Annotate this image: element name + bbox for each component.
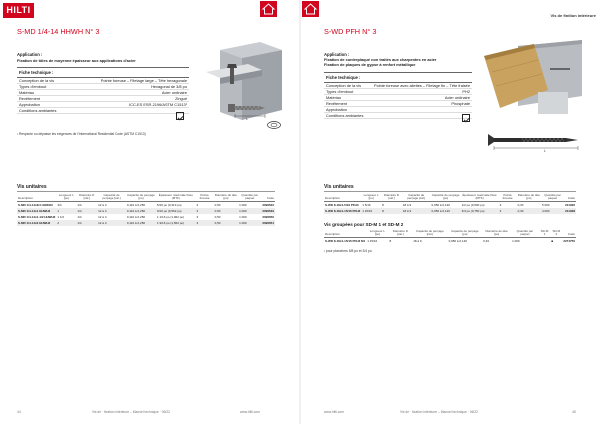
footer-title: Vis de · fixation intérieure – Manuel technique · 06/22: [400, 410, 479, 414]
product-title: S-WD PFH N° 3: [324, 27, 377, 36]
spec-row: Approbation ICC-ES ESR-2196/ASTM C1513¹: [19, 101, 187, 107]
product-table: Description Longueur L [po] Diamètre D [cal.] Capacité de perçage [cal.] Capacité de perçage [po] Épaisseur maximale fixée (MTF) Pointe foreuse Diamètre de tête [po] Quantité par paquet Code S-MD 1/4-14x3/4 HHWH3 3/4 1/4 12 à 4 0,110 à 0,250 5/16 po (0,313 po) 3 0,50 1 000 2096640 S-MD 1/4-14x1 HHWH3 1 1/4 12 à 4 0,110 à 0,250 9/16 po (0,562 po) 3 0,50 1 000 2096649 S-MD 1/4-14x1-1/2 HHWH3 1 1/2 1/4 12 à 4 0,110 à 0,250 1 1/16 po (1,062 po) 3 0,50 1 000 2096650 S-MD 1/4-14x2 HHWH3 2 1/4 12 à 4 0,110 à 0,250 1 9/16 po (1,562 po) 3 0,50 1 000 2096651: [18, 192, 274, 225]
vis-unitaires-title: Vis unitaires: [324, 184, 354, 190]
footer-url[interactable]: www.hilti.com: [324, 410, 344, 414]
section-rule: [17, 191, 275, 192]
spec-row: Approbation: [324, 107, 472, 113]
application-line: Fixation de contreplaqué non traités aux charpentes en acier: [324, 57, 437, 62]
spec-title: Fiche technique :: [324, 73, 472, 83]
vis-unitaires-title: Vis unitaires: [17, 184, 47, 190]
spec-table: [324, 72, 472, 119]
spec-table: [17, 67, 189, 114]
spec-row: Matériau Acier ordinaire: [19, 89, 187, 95]
spec-title: Fiche technique :: [17, 68, 189, 78]
application-label: Application :: [324, 52, 350, 57]
home-icon[interactable]: [302, 1, 319, 17]
spec-row: Matériau Acier ordinaire: [326, 94, 470, 100]
collated-table: Description Longueur L [po] Diamètre D [cal.] Capacité de perçage [cal.] Capacité de perçage [po] Diamètre de tête [po] Quantité par paquet SD-M 1 SD-M 2 Code S-WD 8-18x1-15/16 PFH3 M1 1 15/16 8 18 à 9 0,050 à 0,140 0,33 1 000 ■ 2274750: [325, 228, 575, 243]
spec-row: Revêtement Zingué: [19, 95, 187, 101]
dimension-label: L: [246, 117, 248, 121]
approval-seal-icon: [176, 112, 184, 120]
hilti-logo[interactable]: HILTI: [3, 3, 34, 18]
table-row: S-WD 8-18x1-15/16 PFH3 1 15/16 8 18 à 9 0,050 à 0,140 3/4 po (0,750 po) 3 0,33 4 000 211928: [325, 208, 575, 213]
spec-row: Types d'embout PH2: [326, 88, 470, 94]
table-row: S-MD 1/4-14x3/4 HHWH3 3/4 1/4 12 à 4 0,110 à 0,250 5/16 po (0,313 po) 3 0,50 1 000 2096640: [18, 202, 274, 207]
table-row: S-WD 8-18x1-5/16 PFH3 1 5/16 8 18 à 9 0,050 à 0,140 1/2 po (0,500 po) 3 0,33 5 000 211926: [325, 202, 575, 207]
footnote: ¹ Respecte ou dépasse les exigences de l'International Residential Code (ASTM C1513): [17, 132, 146, 136]
product-title: S-MD 1/4-14 HHWH N° 3: [17, 27, 100, 36]
collated-table-note: ¹ pour planchers 5/8 po et 3/4 po: [324, 249, 372, 253]
right-page: [300, 0, 600, 424]
icc-es-logo-icon: [266, 120, 282, 130]
spec-row: Conditions ambiantes: [17, 108, 189, 114]
dimension-label: L: [544, 149, 546, 153]
section-rule: [324, 191, 576, 192]
table-row: S-MD 1/4-14x1 HHWH3 1 1/4 12 à 4 0,110 à 0,250 9/16 po (0,562 po) 3 0,50 1 000 2096649: [18, 208, 274, 213]
panel-application-illustration: [478, 36, 590, 126]
footer-page-number: 44: [17, 410, 21, 414]
footer-title: Vis de · fixation intérieure – Manuel technique · 06/22: [92, 410, 171, 414]
spec-row: Conditions ambiantes: [324, 113, 472, 119]
table-row: S-MD 1/4-14x2 HHWH3 2 1/4 12 à 4 0,110 à 0,250 1 9/16 po (1,562 po) 3 0,50 1 000 2096651: [18, 220, 274, 225]
spec-row: Conception de la vis Pointe foreuse – Filetage large – Tête hexagonale: [19, 77, 187, 83]
footer-url[interactable]: www.hilti.com: [240, 410, 260, 414]
spec-row: Revêtement Phosphaté: [326, 100, 470, 106]
application-text: Fixation de tôles de moyenne épaisseur aux applications d'acier: [17, 58, 136, 63]
collated-screws-title: Vis groupées pour SD-M 1 et SD-M 2: [324, 222, 404, 227]
section-tag: Vis de finition intérieure: [550, 13, 596, 18]
table-row: S-WD 8-18x1-15/16 PFH3 M1 1 15/16 8 18 à 9 0,050 à 0,140 0,33 1 000 ■ 2274750: [325, 238, 575, 243]
screw-drawing: [482, 130, 582, 154]
home-icon[interactable]: [260, 1, 277, 17]
table-row: S-MD 1/4-14x1-1/2 HHWH3 1 1/2 1/4 12 à 4 0,110 à 0,250 1 1/16 po (1,062 po) 3 0,50 1 000 2096650: [18, 214, 274, 219]
application-label: Application :: [17, 52, 43, 57]
spec-row: Conception de la vis Pointe foreuse avec ailettes – Filetage fin – Tête fraisée: [326, 82, 470, 88]
footer-page-number: 45: [572, 410, 576, 414]
product-table: Description Longueur L [po] Diamètre D [cal.] Capacité de perçage [cal.] Capacité de perçage [po] Épaisseur maximale fixée (MTF) Pointe foreuse Diamètre de tête [po] Quantité par paquet Code S-WD 8-18x1-5/16 PFH3 1 5/16 8 18 à 9 0,050 à 0,140 1/2 po (0,500 po) 3 0,33 5 000 211926 S-WD 8-18x1-15/16 PFH3 1 15/16 8 18 à 9 0,050 à 0,140 3/4 po (0,750 po) 3 0,33 4 000 211928: [325, 192, 575, 213]
spec-row: Types d'embout Hexagonal de 3/8 po: [19, 83, 187, 89]
application-line: Fixation de plaques de gypse à renfort métallique: [324, 62, 416, 67]
approval-seal-icon: [462, 114, 470, 122]
